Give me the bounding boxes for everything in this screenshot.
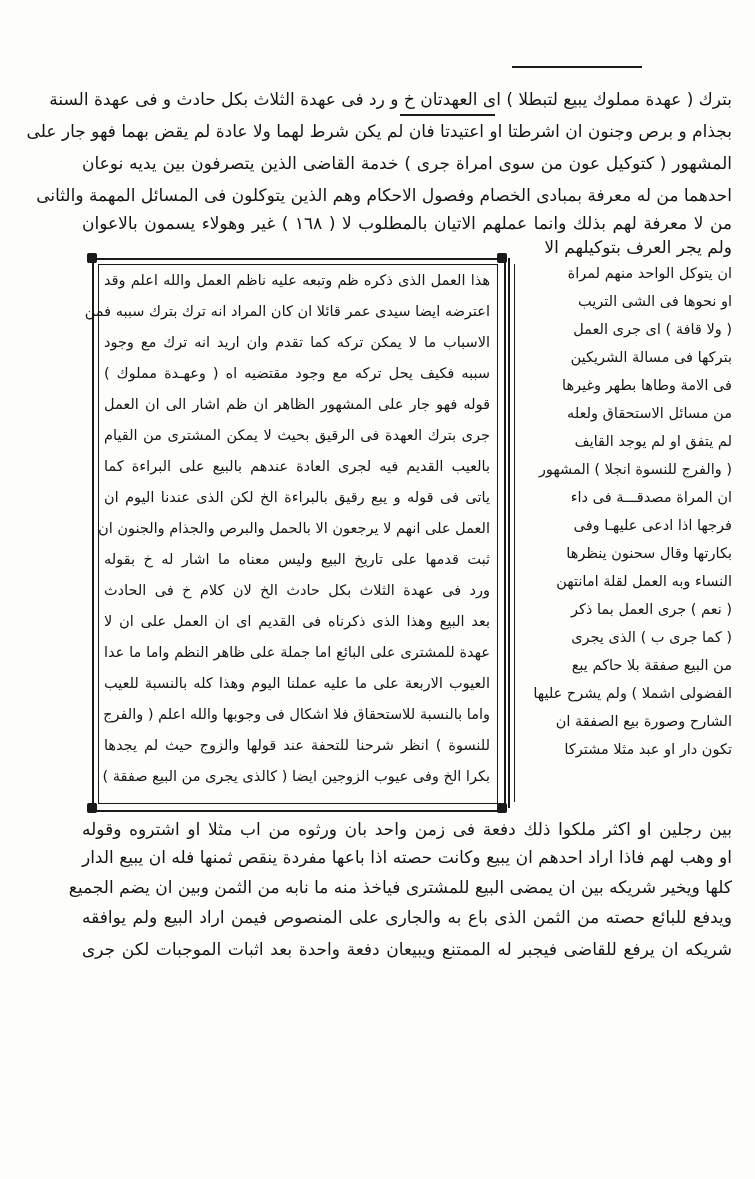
commentary-line: سببه فكيف يحل تركه مع وجود مقتضيه اه ( وعهـدة مملوك ) [104,366,490,382]
matn-overline [512,66,642,68]
matn-overline [400,114,495,116]
side-line: فرجها اذا ادعى عليهـا وفى [573,518,732,534]
text-line: من لا معرفة لهم بذلك وانما عملهم الاتيان بالمطلوب لا ( ١٦٨ ) غير وهولاء يسمون بالاعوان [82,214,732,234]
side-line: او نحوها فى الشى التريب [578,294,732,310]
side-line: بكارتها وقال سحنون ينظرها [566,546,732,562]
commentary-line: واما بالنسبة للاستحقاق فلا اشكال فى وجوبها والله اعلم ( والفرج [103,707,490,723]
commentary-line: ثبت قدمها على تاريخ البيع وليس معناه ما اشار له خ بقوله [104,552,490,568]
commentary-line: جرى بترك العهدة فى الرقيق بحيث لا يمكن المشترى من القيام [104,428,490,444]
text-line: بين رجلين او اكثر ملكوا ذلك دفعة فى زمن واحد بان ورثوه من اب مثلا او اشتروه وقوله [82,820,732,840]
side-line: بتركها فى مسالة الشريكين [570,350,732,366]
text-line: ولم يجر العرف بتوكيلهم الا [544,238,732,258]
side-line: ( والفرج للنسوة انجلا ) المشهور [538,462,732,478]
commentary-line: قوله فهو جار على المشهور الظاهر ان ظم اشار الى ان العمل [104,397,490,413]
text-line: ويدفع للبائع حصته من الثمن الذى باع به والجارى على المنصوص فيمن اراد البيع ولم يوافقه [82,908,732,928]
commentary-line: بعد البيع وهذا الذى ذكرناه فى القديم اى ان العمل على ان لا [104,614,490,630]
text-line: بترك ( عهدة مملوك يبيع لتبطلا ) اى العهدتان خ و رد فى عهدة الثلاث بكل حادث و فى عهدة السنة [49,90,732,110]
side-line: ان يتوكل الواحد منهم لمراة [567,266,732,282]
text-line: شريكه ان يرفع للقاضى فيجبر له الممتنع ويبيعان دفعة واحدة بعد اثبات الموجبات لكن جرى [82,940,732,960]
commentary-line: ورد فى عهدة الثلاث بكل حادث الخ لان كلام خ فى الحادث [104,583,490,599]
side-line: الفضولى اشملا ) ولم يشرح عليها [533,686,732,702]
text-line: المشهور ( كتوكيل عون من سوى امراة جرى ) خدمة القاضى الذين يتصرفون بين يديه نوعان [82,154,732,174]
commentary-line: للنسوة ) انظر شرحنا للتحفة عند قولها والزوج حيث لم يجدها [104,738,490,754]
side-line: ( كما جرى ب ) الذى يجرى [571,630,732,646]
commentary-line: عهدة للمشترى على البائع اما جملة على ظاهر النظم واما ما عدا [104,645,490,661]
side-line: ان المراة مصدقـــة فى داء [570,490,732,506]
commentary-line: بالعيب القديم فيه لجرى العادة عندهم بالبيع على البراءة كما [104,459,490,475]
side-line: من البيع صفقة بلا حاكم يبع [571,658,732,674]
text-line: بجذام و برص وجنون ان اشرطتا او اعتيدتا فان لم يكن شرط لهما ولا عادة لم يقض بهما فهو جار على [26,122,732,142]
commentary-line: الاسباب ما لا يمكن تركه كما تقدم وان اريد انه ترك مع وجود [104,335,490,351]
commentary-line: ياتى فى قوله و يبع رقيق بالبراءة الخ لكن الذى عندنا اليوم ان [104,490,490,506]
frame-ornament-icon [497,803,507,813]
text-line: كلها ويخير شريكه بين ان يمضى البيع للمشترى فياخذ منه ما نابه من الثمن وبين ان يضم الجميع [68,878,732,898]
side-line: لم يتفق او لم يوجد القايف [574,434,732,450]
side-line: الشارح وصورة بيع الصفقة ان [555,714,732,730]
text-line: احدهما من له معرفة بمبادى الخصام وفصول الاحكام وهم الذين يتوكلون فى المسائل المهمة والثانى [36,186,732,206]
commentary-line: العيوب الاربعة على ما عليه عملنا اليوم وهذا كله بالنسبة للعيب [104,676,490,692]
side-line: فى الامة وطاها بطهر وغيرها [562,378,732,394]
frame-ornament-icon [87,803,97,813]
commentary-line: بكرا الخ وفى عيوب الزوجين ايضا ( كالذى يجرى من البيع صفقة ) [102,769,490,785]
commentary-line: العمل على انهم لا يرجعون الا بالحمل والبرص والجذام والجنون ان [98,521,490,537]
column-rule [514,264,515,802]
side-line: من مسائل الاستحقاق ولعله [567,406,732,422]
frame-ornament-icon [87,253,97,263]
commentary-line: هذا العمل الذى ذكره ظم وتبعه عليه ناظم العمل والله اعلم وقد [104,273,490,289]
side-line: تكون دار او عبد مثلا مشتركا [564,742,732,758]
side-line: ( نعم ) جرى العمل بما ذكر [571,602,732,618]
side-line: ( ولا قافة ) اى جرى العمل [573,322,732,338]
side-line: النساء وبه العمل لقلة امانتهن [556,574,732,590]
commentary-line: اعترضه ايضا سيدى عمر قائلا ان كان المراد انه ترك بترك سببه فمن [84,304,490,320]
frame-ornament-icon [497,253,507,263]
column-rule [508,258,510,808]
text-line: او وهب لهم فاذا اراد احدهم ان يبيع وكانت حصته اذا باعها مفردة ينقص ثمنها فله ان يبيع الدار [82,848,732,868]
